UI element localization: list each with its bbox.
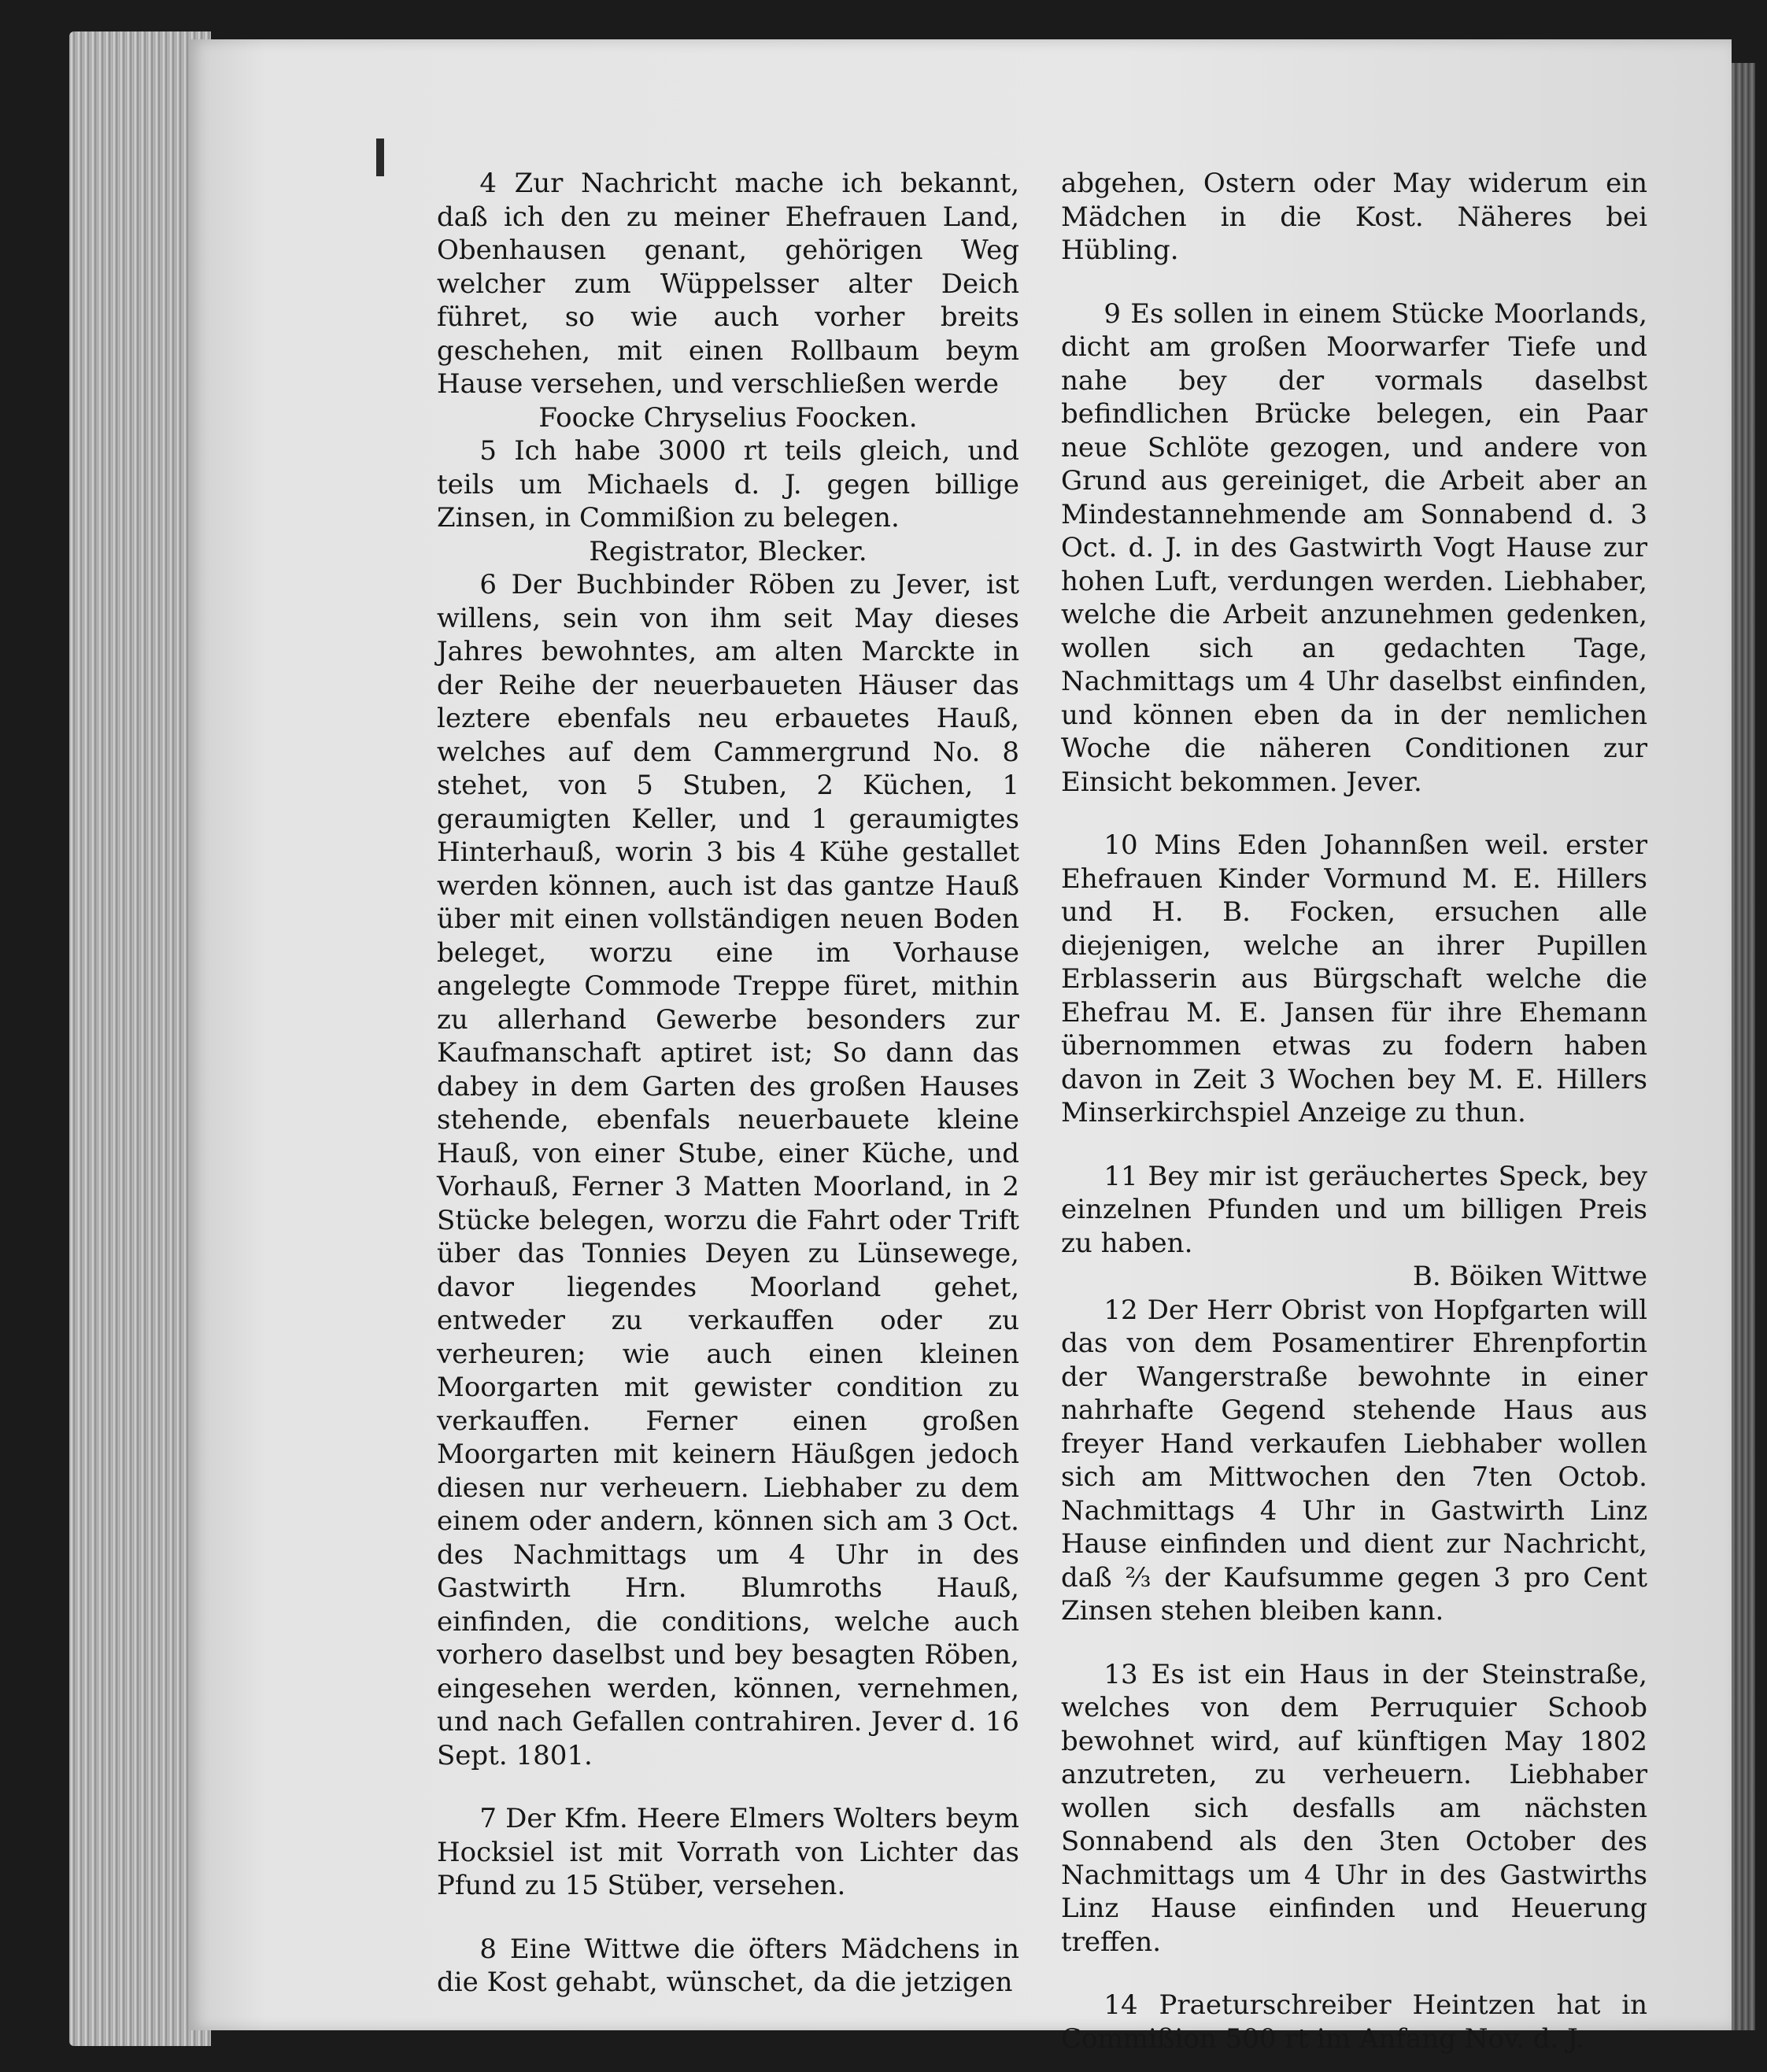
notice-11: 11 Bey mir ist geräuchertes Speck, bey einzelnen Pfunden und um billigen Preis zu haben. xyxy=(1061,1160,1647,1259)
notice-11-signature: B. Böiken Wittwe xyxy=(1412,1261,1647,1292)
notice-4: 4 Zur Nachricht mache ich bekannt, daß ich den zu meiner Ehefrauen Land, Obenhausen genant, gehörigen Weg welcher zum Wüppelsser alter Deich führet, so wie auch vorher breits geschehen, mit einen Rollbaum beym Hause versehen, und verschließen werde xyxy=(437,168,1019,400)
spacer xyxy=(1061,1130,1647,1160)
notice-6: 6 Der Buchbinder Röben zu Jever, ist willens, sein von ihm seit May dieses Jahres bewohntes, am alten Marckte in der Reihe der neuerbaueten Häuser das leztere ebenfals neu erbauetes Hauß, welches auf dem Cammergrund No. 8 stehet, von 5 Stuben, 2 Küchen, 1 geraumigten Keller, und 1 geraumigtes Hinterhauß, worin 3 bis 4 Kühe gestallet werden können, auch ist das gantze Hauß über mit einen vollständigen neuen Boden beleget, worzu eine im Vorhause angelegte Commode Treppe füret, mithin zu allerhand Gewerbe besonders zur Kaufmanschaft aptiret ist; So dann das dabey in dem Garten des großen Hauses stehende, ebenfals neuerbauete kleine Hauß, von einer Stube, einer Küche, und Vorhauß, Ferner 3 Matten Moorland, in 2 Stücke belegen, worzu die Fahrt oder Trift über das Tonnies Deyen zu Lünsewege, davor liegendes Moorland gehet, entweder zu verkauffen oder zu verheuren; wie auch einen kleinen Moorgarten mit gewister condition zu verkauffen. Ferner einen großen Moorgarten mit keinern Häußgen jedoch diesen nur verheuern. Liebhaber zu dem einem oder andern, können sich am 3 Oct. des Nachmittags um 4 Uhr in des Gastwirth Hrn. Blumroths Hauß, einfinden, die conditions, welche auch vorhero daselbst und bey besagten Röben, eingesehen werden, können, vernehmen, und nach Gefallen contrahiren. Jever d. 16 Sept. 1801. xyxy=(437,569,1019,1771)
left-column xyxy=(437,167,1019,2000)
spacer xyxy=(1061,1959,1647,1989)
right-column xyxy=(1061,167,1647,2055)
spacer xyxy=(1061,1628,1647,1658)
notice-4-signature: Foocke Chryselius Foocken. xyxy=(538,401,918,434)
spacer xyxy=(437,1903,1019,1933)
notice-8: 8 Eine Wittwe die öfters Mädchens in die Kost gehabt, wünschet, da die jetzigen xyxy=(437,1933,1019,1998)
notice-5: 5 Ich habe 3000 rt teils gleich, und teils um Michaels d. J. gegen billige Zinsen, in Commißion zu belegen. xyxy=(437,435,1019,534)
notice-7: 7 Der Kfm. Heere Elmers Wolters beym Hocksiel ist mit Vorrath von Lichter das Pfund zu 15 Stüber, versehen. xyxy=(437,1803,1019,1901)
spacer xyxy=(1061,268,1647,297)
notice-13: 13 Es ist ein Haus in der Steinstraße, welches von dem Perruquier Schoob bewohnet wird, auf künftigen May 1802 anzutreten, zu verheuern. Liebhaber wollen sich desfalls am nächsten Sonnabend als den 3ten October des Nachmittags um 4 Uhr in des Gastwirths Linz Hause einfinden und Heuerung treffen. xyxy=(1061,1658,1647,1958)
notice-8-continued: abgehen, Ostern oder May widerum ein Mädchen in die Kost. Näheres bei Hübling. xyxy=(1061,168,1647,266)
notice-10: 10 Mins Eden Johannßen weil. erster Ehefrauen Kinder Vormund M. E. Hillers und H. B. Focken, ersuchen alle diejenigen, welche an ihrer Pupillen Erblasserin aus Bürgschaft welche die Ehefrau M. E. Jansen für ihre Ehemann übernommen etwas zu fodern haben davon in Zeit 3 Wochen bey M. E. Hillers Minserkirchspiel Anzeige zu thun. xyxy=(1061,829,1647,1128)
notice-5-signature: Registrator, Blecker. xyxy=(589,535,867,567)
notice-14: 14 Praeturschreiber Heintzen hat in Commißion 500 rt im Anfang Nov. d. J. xyxy=(1061,1989,1647,2055)
spacer xyxy=(1061,799,1647,829)
notice-9: 9 Es sollen in einem Stücke Moorlands, dicht am großen Moorwarfer Tiefe und nahe bey der vormals daselbst befindlichen Brücke belegen, ein Paar neue Schlöte gezogen, und andere von Grund aus gereiniget, die Arbeit aber an Mindestannehmende am Sonnabend d. 3 Oct. d. J. in des Gastwirth Vogt Hause zur hohen Luft, verdungen werden. Liebhaber, welche die Arbeit anzunehmen gedenken, wollen sich an gedachten Tage, Nachmittags um 4 Uhr daselbst einfinden, und können eben da in der nemlichen Woche die näheren Conditionen zur Einsicht bekommen. Jever. xyxy=(1061,297,1647,798)
margin-mark xyxy=(376,139,384,176)
notice-12: 12 Der Herr Obrist von Hopfgarten will das von dem Posamentirer Ehrenpfortin der Wangerstraße bewohnte in einer nahrhafte Gegend stehende Haus aus freyer Hand verkaufen Liebhaber wollen sich am Mittwochen den 7ten Octob. Nachmittags 4 Uhr in Gastwirth Linz Hause einfinden und dient zur Nachricht, daß ⅔ der Kaufsumme gegen 3 pro Cent Zinsen stehen bleiben kann. xyxy=(1061,1294,1647,1627)
spacer xyxy=(437,1772,1019,1802)
